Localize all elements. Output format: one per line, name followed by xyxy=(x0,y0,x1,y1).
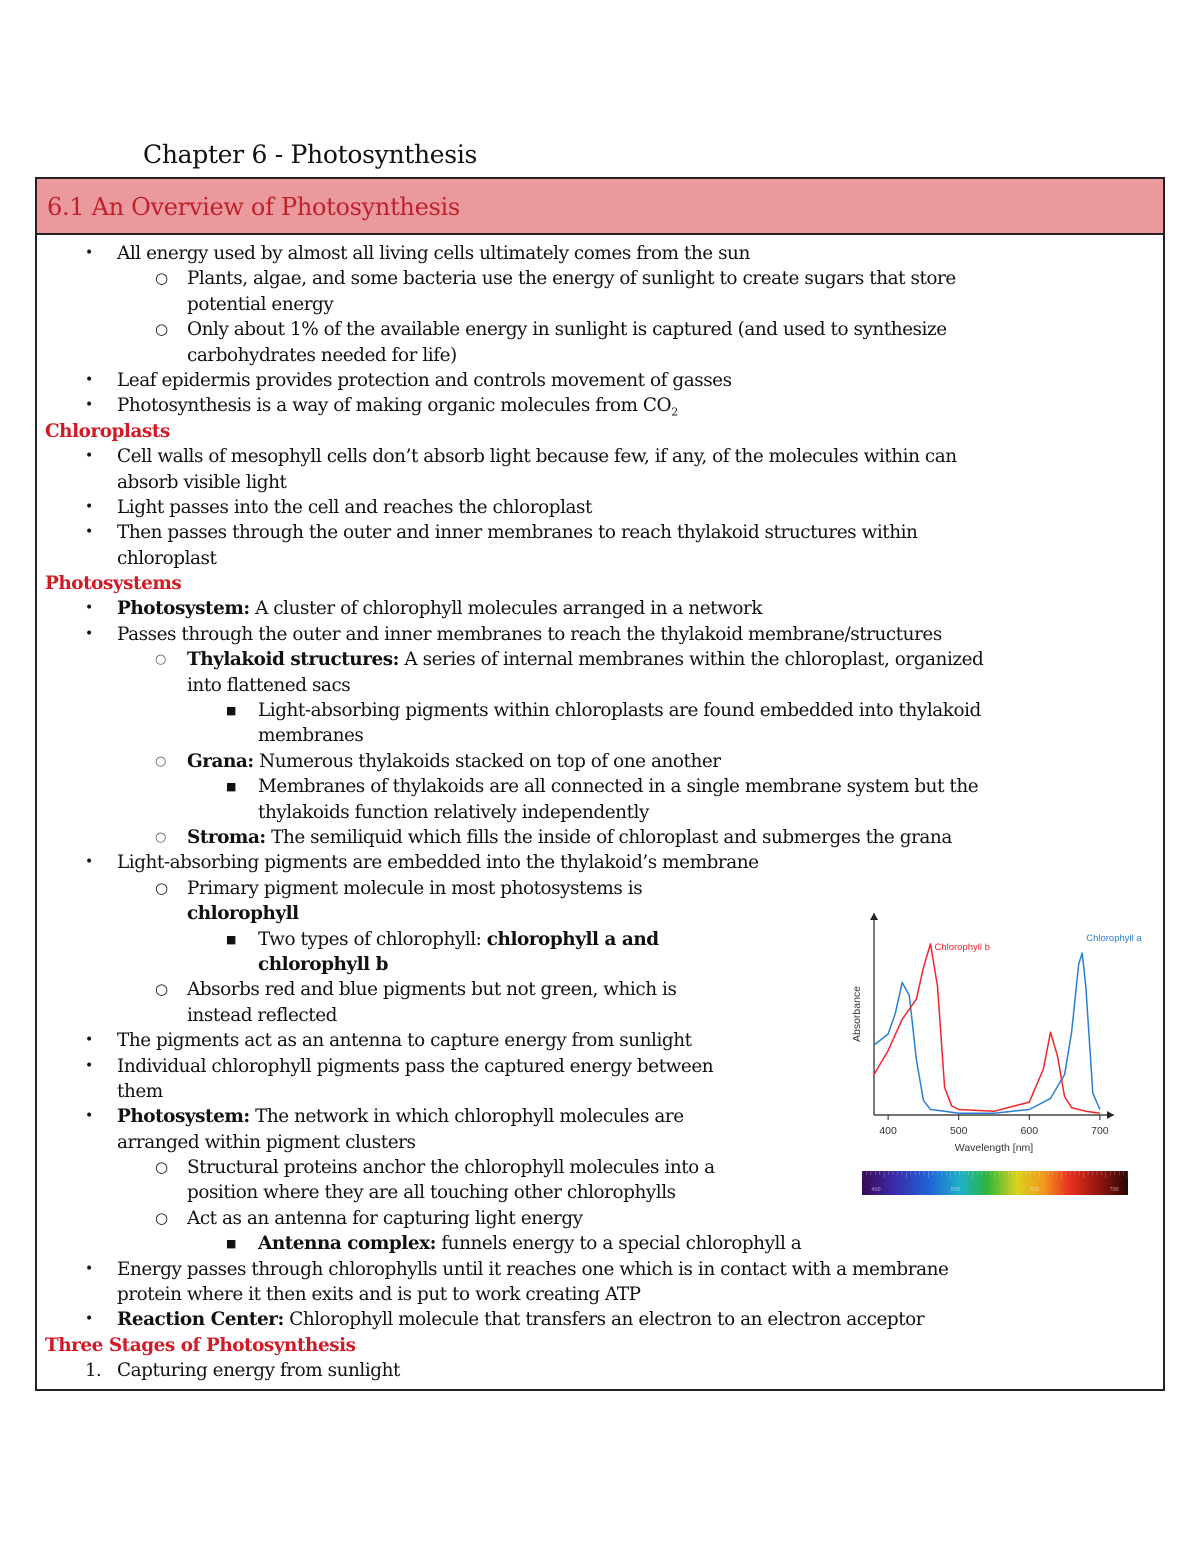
item-text: Two types of chlorophyll: xyxy=(258,928,487,950)
list-item xyxy=(37,444,1163,469)
bullet-marker: • xyxy=(85,854,93,871)
list-item-cont xyxy=(37,673,1163,698)
item-text: All energy used by almost all living cells ultimately comes from the sun xyxy=(117,243,750,264)
item-text: Membranes of thylakoids are all connected in a single membrane system but the xyxy=(258,776,979,798)
open-circle-marker: ○ xyxy=(155,652,166,668)
item-text: A cluster of chlorophyll molecules arranged in a network xyxy=(249,598,763,620)
x-tick-label: 600 xyxy=(1020,1125,1039,1137)
bullet-marker: • xyxy=(85,1311,93,1328)
bullet-marker: • xyxy=(85,625,93,642)
subscript: 2 xyxy=(671,406,678,420)
item-text: Cell walls of mesophyll cells don’t absorb light because few, if any, of the molecules within can xyxy=(117,446,957,468)
bullet-marker: • xyxy=(85,524,93,541)
list-item xyxy=(37,1231,1163,1256)
list-item xyxy=(37,876,1163,901)
list-item xyxy=(37,317,1163,342)
bullet-marker: • xyxy=(85,1032,93,1049)
list-item xyxy=(37,266,1163,291)
item-text: Individual chlorophyll pigments pass the captured energy between xyxy=(117,1055,714,1077)
item-text: instead reflected xyxy=(187,1004,337,1026)
term: Photosystem: xyxy=(117,1106,250,1128)
subsection-heading: Three Stages of Photosynthesis xyxy=(45,1334,356,1356)
list-item-cont xyxy=(37,546,1163,571)
item-text: Light-absorbing pigments are embedded into the thylakoid’s membrane xyxy=(117,852,759,874)
item-text: funnels energy to a special chlorophyll a xyxy=(435,1233,802,1255)
list-item xyxy=(37,393,1163,418)
spectrum-label: 700 xyxy=(1109,1187,1119,1193)
circle-marker: ○ xyxy=(155,1208,168,1227)
term: Antenna complex: xyxy=(258,1233,436,1255)
item-text: The semiliquid which fills the inside of chloroplast and submerges the grana xyxy=(265,826,952,848)
item-text: Absorbs red and blue pigments but not green, which is xyxy=(187,979,677,1001)
term: Grana: xyxy=(187,750,254,772)
list-item-cont xyxy=(37,1282,1163,1307)
item-text: position where they are all touching other chlorophylls xyxy=(187,1182,676,1204)
list-item xyxy=(37,698,1163,723)
item-text: A series of internal membranes within the chloroplast, organized xyxy=(398,649,984,671)
bullet-marker: • xyxy=(85,397,93,414)
item-text: Structural proteins anchor the chlorophyll molecules into a xyxy=(187,1157,715,1179)
item-text: Leaf epidermis provides protection and controls movement of gasses xyxy=(117,369,732,391)
item-text: Passes through the outer and inner membranes to reach the thylakoid membrane/structures xyxy=(117,623,942,645)
bullet-marker: • xyxy=(85,1108,93,1125)
square-marker: ■ xyxy=(226,780,236,794)
list-item xyxy=(37,774,1163,799)
item-text: Plants, algae, and some bacteria use the energy of sunlight to create sugars that store xyxy=(187,268,956,290)
x-tick-label: 700 xyxy=(1091,1125,1109,1137)
item-text: Energy passes through chlorophylls until it reaches one which is in contact with a membrane xyxy=(117,1258,949,1280)
circle-marker: ○ xyxy=(155,320,168,339)
term: Thylakoid structures: xyxy=(187,649,399,671)
numbered-item xyxy=(37,1358,1163,1383)
bullet-marker: • xyxy=(85,245,93,261)
open-circle-marker: ○ xyxy=(155,753,166,769)
list-item xyxy=(37,495,1163,520)
list-item-cont xyxy=(37,470,1163,495)
bullet-marker: • xyxy=(85,448,93,465)
absorbance-chart xyxy=(832,903,1142,1203)
item-text: Photosynthesis is a way of making organic molecules from CO xyxy=(117,395,672,417)
item-text: membranes xyxy=(258,725,364,747)
list-item-cont xyxy=(37,292,1163,317)
square-marker: ■ xyxy=(226,1237,236,1251)
circle-marker: ○ xyxy=(155,269,168,288)
item-text: Primary pigment molecule in most photosystems is xyxy=(187,877,643,899)
term: chlorophyll a and xyxy=(486,928,659,950)
list-item-cont xyxy=(37,723,1163,748)
square-marker: ■ xyxy=(226,704,236,718)
item-text: Light-absorbing pigments within chloroplasts are found embedded into thylakoid xyxy=(258,700,981,722)
item-text: protein where it then exits and is put to work creating ATP xyxy=(117,1284,641,1306)
bullet-marker: • xyxy=(85,1057,93,1074)
item-text: Chlorophyll molecule that transfers an electron to an electron acceptor xyxy=(283,1309,925,1331)
series-line xyxy=(874,941,1100,1113)
term: Photosystem: xyxy=(117,598,250,620)
y-axis-arrow xyxy=(870,913,878,920)
term: chlorophyll xyxy=(187,903,299,925)
list-item xyxy=(37,1307,1163,1332)
spectrum-label: 400 xyxy=(871,1187,881,1193)
y-axis-label: Absorbance xyxy=(851,985,863,1043)
series-line xyxy=(874,953,1100,1113)
list-item xyxy=(37,647,1163,672)
open-circle-marker: ○ xyxy=(155,829,166,845)
section-box xyxy=(35,177,1165,1391)
spectrum-label: 600 xyxy=(1030,1187,1040,1193)
item-text: Numerous thylakoids stacked on top of one another xyxy=(253,750,721,772)
term: chlorophyll b xyxy=(258,953,389,975)
x-axis-label: Wavelength [nm] xyxy=(954,1142,1034,1154)
list-item xyxy=(37,825,1163,850)
number-marker: 1. xyxy=(85,1360,102,1382)
list-item xyxy=(37,368,1163,393)
subsection-heading: Chloroplasts xyxy=(45,420,170,442)
circle-marker: ○ xyxy=(155,1158,168,1177)
section-content xyxy=(37,241,1163,1384)
list-item-cont xyxy=(37,343,1163,368)
list-item xyxy=(37,850,1163,875)
absorbance-chart-svg xyxy=(832,903,1142,1203)
item-text: them xyxy=(117,1080,163,1102)
item-text: arranged within pigment clusters xyxy=(117,1131,416,1153)
list-item xyxy=(37,622,1163,647)
bullet-marker: • xyxy=(85,1260,93,1277)
item-text: thylakoids function relatively independently xyxy=(258,801,649,823)
item-text: Light passes into the cell and reaches the chloroplast xyxy=(117,496,592,518)
item-text: The network in which chlorophyll molecules are xyxy=(249,1106,684,1128)
subsection-heading: Photosystems xyxy=(45,573,182,595)
list-item xyxy=(37,1206,1163,1231)
item-text: The pigments act as an antenna to capture energy from sunlight xyxy=(117,1030,692,1052)
bullet-marker: • xyxy=(85,371,93,388)
item-text: Only about 1% of the available energy in sunlight is captured (and used to synthesize xyxy=(187,319,947,341)
x-tick-label: 400 xyxy=(879,1125,897,1137)
list-item xyxy=(37,749,1163,774)
series-label: Chlorophyll b xyxy=(934,941,990,953)
term: Stroma: xyxy=(187,826,266,848)
bullet-marker: • xyxy=(85,600,93,617)
list-item xyxy=(37,596,1163,621)
item-text: carbohydrates needed for life) xyxy=(187,344,457,366)
item-text: chloroplast xyxy=(117,547,217,569)
square-marker: ■ xyxy=(226,932,236,946)
list-item-cont xyxy=(37,800,1163,825)
item-text: Capturing energy from sunlight xyxy=(117,1360,400,1382)
series-label: Chlorophyll a xyxy=(1086,933,1142,945)
item-text: Then passes through the outer and inner membranes to reach thylakoid structures within xyxy=(117,522,918,544)
x-axis-arrow xyxy=(1107,1111,1114,1119)
item-text: potential energy xyxy=(187,293,334,315)
item-text: Act as an antenna for capturing light energy xyxy=(187,1207,583,1229)
item-text: absorb visible light xyxy=(117,471,287,493)
chapter-title: Chapter 6 - Photosynthesis xyxy=(143,140,478,169)
term: Reaction Center: xyxy=(117,1309,284,1331)
circle-marker: ○ xyxy=(155,980,168,999)
list-item xyxy=(37,241,1163,266)
item-text: into flattened sacs xyxy=(187,674,351,696)
circle-marker: ○ xyxy=(155,878,168,897)
bullet-marker: • xyxy=(85,498,93,515)
section-title: 6.1 An Overview of Photosynthesis xyxy=(37,179,1163,235)
spectrum-label: 500 xyxy=(950,1187,960,1193)
list-item xyxy=(37,1257,1163,1282)
x-tick-label: 500 xyxy=(949,1125,968,1137)
list-item xyxy=(37,520,1163,545)
